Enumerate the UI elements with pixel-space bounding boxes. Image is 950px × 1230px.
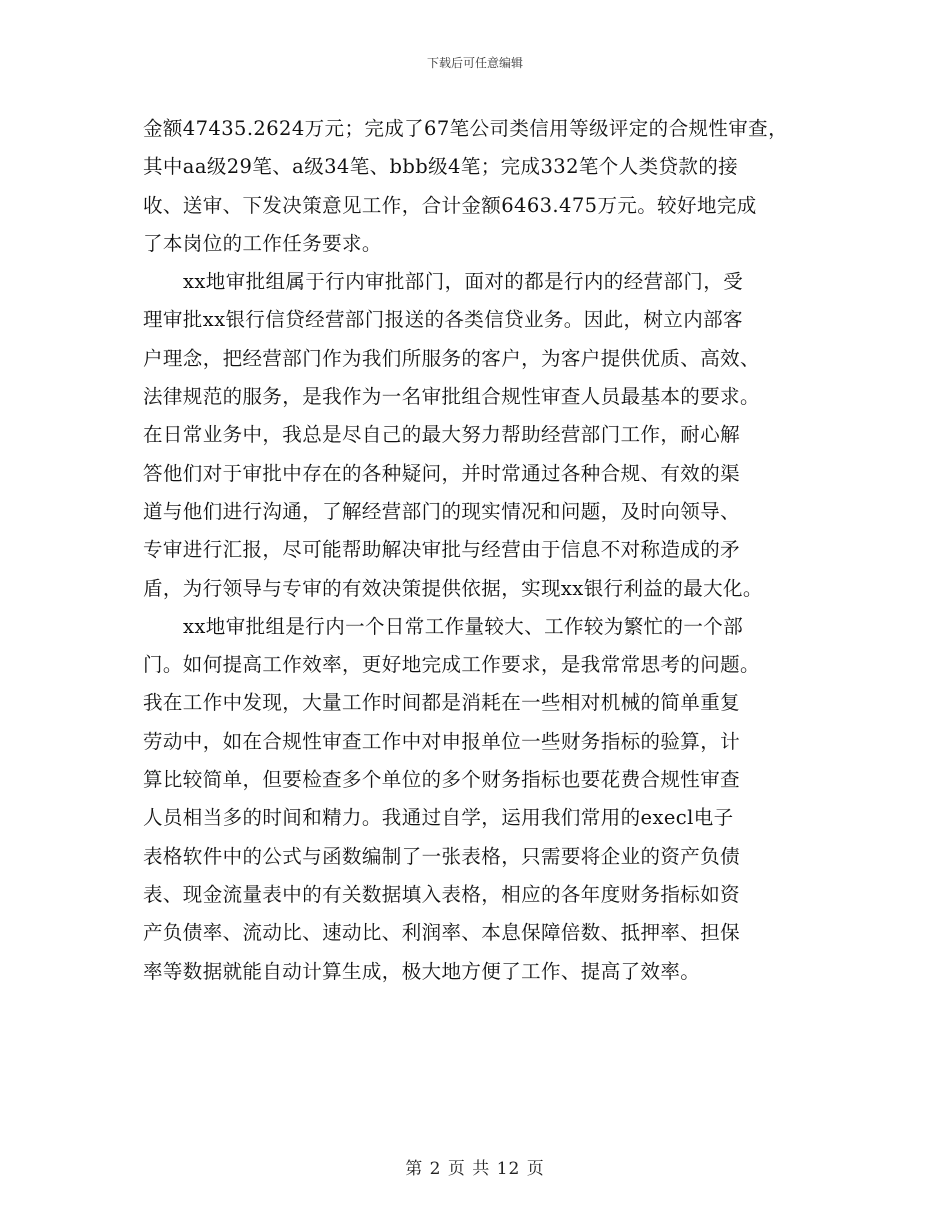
- text-line: 我在工作中发现，大量工作时间都是消耗在一些相对机械的简单重复: [143, 691, 741, 715]
- document-body: [143, 110, 815, 991]
- text-line: xx地审批组属于行内审批部门，面对的都是行内的经营部门，受: [183, 270, 744, 294]
- text-line: 表、现金流量表中的有关数据填入表格，相应的各年度财务指标如资: [143, 882, 741, 906]
- text-line: 表格软件中的公式与函数编制了一张表格，只需要将企业的资产负债: [143, 844, 741, 868]
- text-line: 劳动中，如在合规性审查工作中对申报单位一些财务指标的验算，计: [143, 729, 741, 753]
- text-line: xx地审批组是行内一个日常工作量较大、工作较为繁忙的一个部: [183, 614, 744, 638]
- text-line: 收、送审、下发决策意见工作，合计金额6463.475万元。较好地完成: [143, 193, 757, 217]
- text-line: 算比较简单，但要检查多个单位的多个财务指标也要花费合规性审查: [143, 768, 741, 792]
- paragraph-1: [143, 110, 815, 263]
- text-line: 率等数据就能自动计算生成，极大地方便了工作、提高了效率。: [143, 959, 701, 983]
- text-line: 专审进行汇报，尽可能帮助解决审批与经营由于信息不对称造成的矛: [143, 538, 741, 562]
- text-line: 其中aa级29笔、a级34笔、bbb级4笔；完成332笔个人类贷款的接: [143, 155, 739, 179]
- text-line: 金额47435.2624万元；完成了67笔公司类信用等级评定的合规性审查，: [143, 117, 788, 140]
- text-line: 在日常业务中，我总是尽自己的最大努力帮助经营部门工作，耐心解: [143, 423, 741, 447]
- paragraph-2: [143, 263, 815, 608]
- text-line: 门。如何提高工作效率，更好地完成工作要求，是我常常思考的问题。: [143, 653, 760, 677]
- text-line: 答他们对于审批中存在的各种疑问，并时常通过各种合规、有效的渠: [143, 461, 741, 485]
- text-line: 产负债率、流动比、速动比、利润率、本息保障倍数、抵押率、担保: [143, 921, 741, 945]
- text-line: 盾，为行领导与专审的有效决策提供依据，实现xx银行利益的最大化。: [143, 576, 763, 600]
- text-line: 人员相当多的时间和精力。我通过自学，运用我们常用的execl电子: [143, 806, 734, 830]
- text-line: 了本岗位的工作任务要求。: [143, 231, 382, 255]
- text-line: 法律规范的服务，是我作为一名审批组合规性审查人员最基本的要求。: [143, 385, 760, 409]
- page-number: 第 2 页 共 12 页: [405, 1159, 545, 1179]
- paragraph-3: [143, 608, 815, 991]
- header-note: 下载后可任意编辑: [426, 56, 523, 70]
- text-line: 道与他们进行沟通，了解经营部门的现实情况和问题，及时向领导、: [143, 499, 741, 523]
- text-line: 户理念，把经营部门作为我们所服务的客户，为客户提供优质、高效、: [143, 346, 760, 370]
- text-line: 理审批xx银行信贷经营部门报送的各类信贷业务。因此，树立内部客: [143, 308, 743, 332]
